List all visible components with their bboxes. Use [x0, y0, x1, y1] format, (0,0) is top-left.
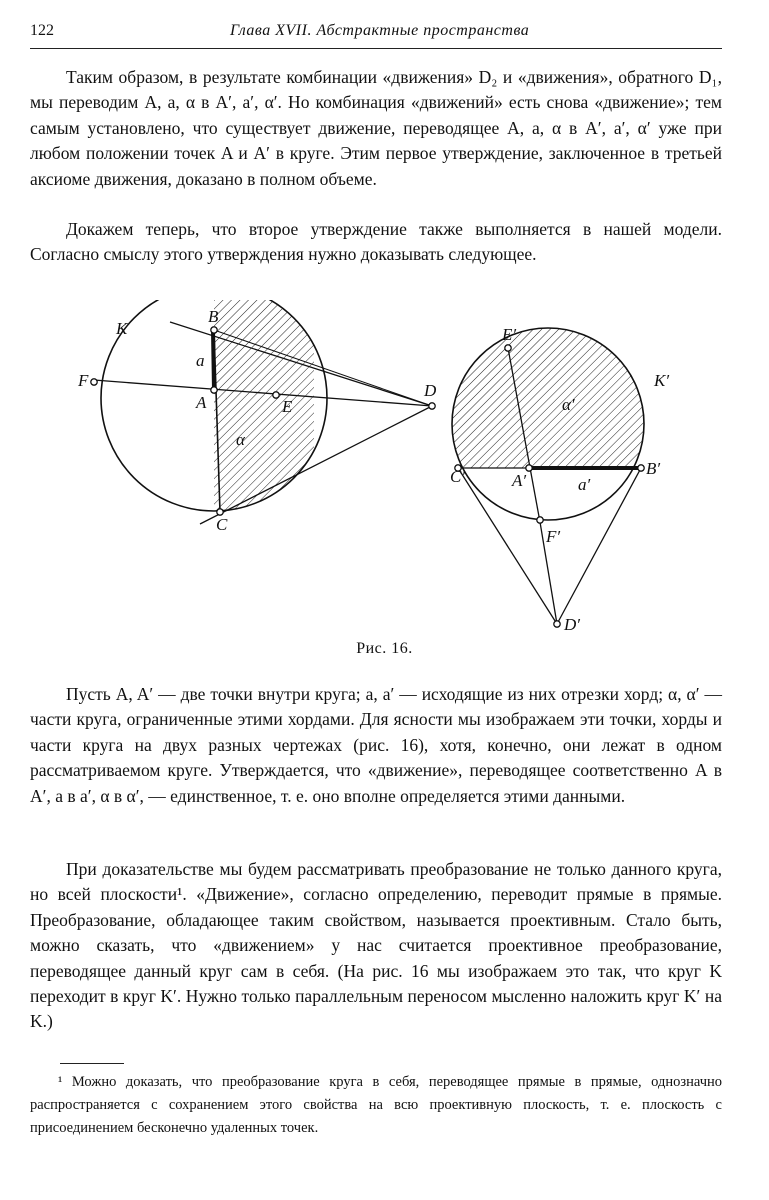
label-f: F — [78, 371, 89, 390]
page-number: 122 — [30, 22, 54, 39]
point-b — [211, 327, 217, 333]
point-e — [273, 392, 279, 398]
label-b-prime: B′ — [646, 459, 661, 478]
label-b: B — [208, 307, 219, 326]
label-c: C — [216, 515, 228, 534]
label-f-prime: F′ — [546, 527, 561, 546]
point-a-prime — [526, 465, 532, 471]
point-a — [211, 387, 217, 393]
point-e-prime — [505, 345, 511, 351]
label-k: K — [116, 319, 128, 338]
label-a-small: a — [196, 351, 205, 370]
label-d: D — [424, 381, 437, 400]
line-c-d-prime — [458, 468, 557, 624]
label-e-prime: E′ — [502, 325, 517, 344]
label-a: A — [196, 393, 207, 412]
point-f-prime — [537, 517, 543, 523]
footnote: ¹ Можно доказать, что преобразование круга в себя, переводящее прямые в прямые, однозначно распространяется с сохранением этого свойства на всю проективную плоскость, т. е. плоскость с присоединением бесконечно удаленных точек. — [30, 1074, 722, 1136]
label-d-prime: D′ — [564, 615, 580, 634]
segment-a — [213, 330, 214, 390]
chapter-title: Глава XVII. Абстрактные пространства — [230, 22, 530, 39]
paragraph-3: Пусть A, A′ — две точки внутри круга; a, a′ — исходящие из них отрезки хорд; α, α′ — части круга, ограниченные этими хордами. Для ясности мы изображаем эти точки, хорды и части круга на двух разных чертежах (рис. 16), хотя, конечно, они лежат в одном рассматриваемом круге. Утверждается, что «движение», переводящее соответственно A в A′, a в a′, α в α′, — единственное, т. е. оно вполне определяется этими данными. — [30, 684, 722, 806]
figure-16 — [70, 300, 710, 640]
paragraph-1: Таким образом, в результате комбинации «движения» D₂ и «движения», обратного D₁, мы переводим A, a, α в A′, a′, α′. Но комбинация «движений» есть снова «движение»; тем самым установлено, что существует движение, переводящее A, a, α в A′, a′, α′ уже при любом положении точек A и A′ в круге. Этим первое утверждение, заключенное в третьей аксиоме движения, доказано в полном объеме. — [30, 67, 722, 189]
label-a-prime: A′ — [512, 471, 527, 490]
figure-caption: Рис. 16. — [356, 640, 413, 657]
label-c-prime: C′ — [450, 467, 466, 486]
left-diagram — [77, 300, 437, 534]
label-alpha: α — [236, 430, 245, 449]
label-e: E — [282, 397, 293, 416]
label-k-prime: K′ — [654, 371, 670, 390]
line-b-d-prime — [557, 468, 641, 624]
right-diagram — [450, 325, 669, 634]
right-hatched-region — [452, 328, 644, 520]
paragraph-2: Докажем теперь, что второе утверждение также выполняется в нашей модели. Согласно смыслу этого утверждения нужно доказывать следующее. — [30, 219, 722, 265]
label-a-small-prime: a′ — [578, 475, 591, 494]
point-d — [429, 403, 435, 409]
paragraph-4: При доказательстве мы будем рассматривать преобразование не только данного круга, но всей плоскости¹. «Движение», согласно определению, переводит прямые в прямые. Преобразование, обладающее таким свойством, называется проективным. Стало быть, можно сказать, что «движением» у нас считается проективное преобразование, переводящее данный круг сам в себя. (На рис. 16 мы изображаем это так, что круг K переходит в круг K′. Нужно только параллельным переносом мысленно наложить круг K′ на K.) — [30, 859, 722, 1032]
footnote-rule — [60, 1063, 124, 1064]
point-b-prime — [638, 465, 644, 471]
point-f — [91, 379, 97, 385]
point-d-prime — [554, 621, 560, 627]
running-header — [30, 18, 722, 49]
label-alpha-prime: α′ — [562, 395, 575, 414]
